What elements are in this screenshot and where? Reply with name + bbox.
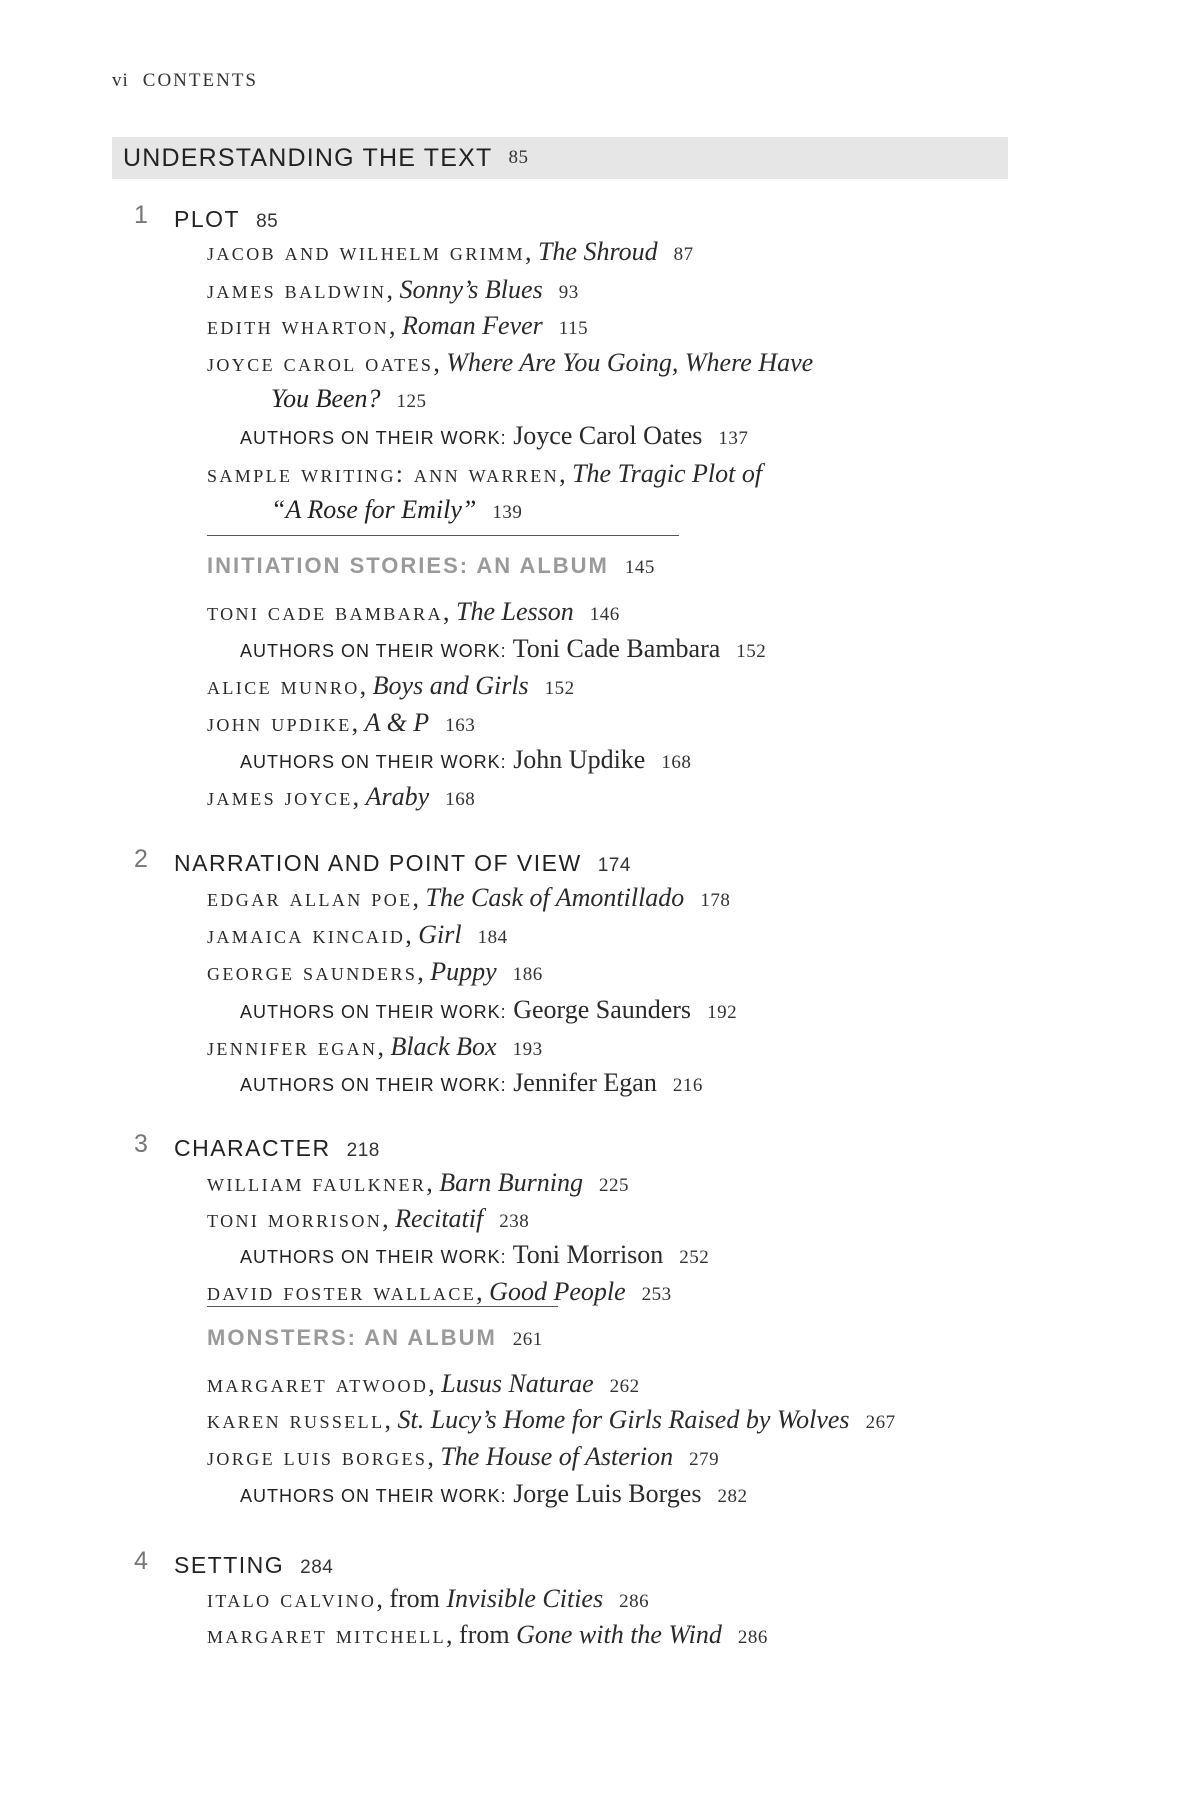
entry-title: Boys and Girls: [372, 671, 529, 700]
page-number: 146: [589, 604, 620, 625]
page-number: 137: [718, 428, 749, 449]
entry-separator: ,: [427, 1442, 441, 1471]
entry-separator: ,: [426, 1168, 440, 1197]
page-number: 152: [736, 641, 767, 662]
entry-author: jennifer egan: [207, 1034, 378, 1061]
entry-author: james baldwin: [207, 277, 387, 304]
entry-author: david foster wallace: [207, 1279, 477, 1306]
page-number: 163: [445, 715, 476, 736]
page-number: 252: [679, 1247, 710, 1268]
entry-title: The Lesson: [455, 597, 574, 626]
aotw-author-name: George Saunders: [513, 995, 692, 1024]
chapter-title: [174, 1135, 380, 1162]
entry-author: jorge luis borges: [207, 1444, 428, 1471]
page-number: 139: [492, 502, 523, 523]
aotw-author-name: Toni Morrison: [512, 1240, 664, 1269]
chapter-title: [174, 206, 278, 233]
toc-entry[interactable]: [207, 1369, 640, 1399]
toc-entry[interactable]: [207, 597, 620, 627]
entry-separator: , from: [376, 1584, 447, 1613]
toc-entry[interactable]: [207, 237, 694, 267]
entry-separator: ,: [389, 311, 403, 340]
entry-title: Roman Fever: [402, 311, 543, 340]
entry-title: The Shroud: [537, 237, 658, 266]
aotw-author-name: Jorge Luis Borges: [513, 1479, 702, 1508]
toc-entry[interactable]: [207, 459, 762, 489]
entry-title: St. Lucy’s Home for Girls Raised by Wolves: [397, 1405, 850, 1434]
toc-entry[interactable]: [207, 1168, 629, 1198]
chapter-number: 3: [134, 1130, 148, 1158]
toc-entry[interactable]: [207, 1405, 896, 1435]
album-divider: [207, 535, 679, 536]
authors-on-their-work-entry[interactable]: [240, 634, 766, 664]
toc-entry[interactable]: [207, 920, 508, 950]
aotw-label: AUTHORS ON THEIR WORK:: [240, 1075, 507, 1095]
entry-author: jacob and wilhelm grimm: [207, 239, 525, 266]
entry-title: Black Box: [390, 1032, 497, 1061]
entry-title: Gone with the Wind: [516, 1620, 722, 1649]
page-number: 253: [641, 1284, 672, 1305]
entry-author: george saunders: [207, 959, 418, 986]
page-number: 216: [672, 1075, 703, 1096]
page-number: 125: [396, 391, 427, 412]
page-number: 193: [512, 1039, 543, 1060]
aotw-label: AUTHORS ON THEIR WORK:: [240, 1486, 507, 1506]
aotw-label: AUTHORS ON THEIR WORK:: [240, 752, 507, 772]
page-number: 184: [477, 927, 508, 948]
toc-entry[interactable]: [207, 1204, 529, 1234]
entry-author: john updike: [207, 710, 352, 737]
page-number: 262: [609, 1376, 640, 1397]
album-page-number: 145: [624, 557, 655, 578]
album-title-text: MONSTERS: AN ALBUM: [207, 1325, 497, 1350]
entry-author: joyce carol oates: [207, 350, 434, 377]
entry-title-cont-text: “A Rose for Emily”: [271, 495, 477, 524]
entry-separator: ,: [352, 782, 366, 811]
entry-title: The Cask of Amontillado: [425, 883, 685, 912]
page-number: 286: [619, 1591, 650, 1612]
page-number: 152: [544, 678, 575, 699]
chapter-title: [174, 1552, 333, 1579]
entry-separator: ,: [405, 920, 419, 949]
toc-entry[interactable]: [207, 275, 579, 305]
entry-separator: ,: [524, 237, 538, 266]
page-number: 267: [865, 1412, 896, 1433]
page-number: 225: [599, 1175, 630, 1196]
entry-author: italo calvino: [207, 1586, 377, 1613]
entry-title: Puppy: [430, 957, 497, 986]
running-head-label: CONTENTS: [142, 70, 259, 91]
entry-author: edgar allan poe: [207, 885, 413, 912]
aotw-label: AUTHORS ON THEIR WORK:: [240, 641, 507, 661]
album-heading[interactable]: [207, 553, 655, 579]
entry-separator: ,: [412, 883, 426, 912]
entry-author: toni cade bambara: [207, 599, 443, 626]
page-number: 279: [689, 1449, 720, 1470]
authors-on-their-work-entry[interactable]: [240, 745, 691, 775]
authors-on-their-work-entry[interactable]: [240, 421, 748, 451]
entry-author: james joyce: [207, 784, 353, 811]
entry-title: Sonny’s Blues: [399, 275, 543, 304]
chapter-page-number: 218: [346, 1140, 380, 1161]
chapter-number: 2: [134, 845, 148, 873]
entry-author: toni morrison: [207, 1206, 383, 1233]
entry-separator: ,: [351, 708, 365, 737]
entry-title: Lusus Naturae: [441, 1369, 594, 1398]
entry-author: margaret mitchell: [207, 1622, 447, 1649]
entry-title-continuation[interactable]: [271, 384, 427, 414]
toc-entry[interactable]: [207, 348, 813, 378]
entry-author: margaret atwood: [207, 1371, 429, 1398]
chapter-page-number: 85: [256, 211, 279, 232]
authors-on-their-work-entry[interactable]: [240, 1240, 709, 1270]
entry-title: Araby: [365, 782, 430, 811]
toc-entry[interactable]: [207, 671, 575, 701]
chapter-title: [174, 850, 631, 877]
page-number: 192: [707, 1002, 738, 1023]
aotw-label: AUTHORS ON THEIR WORK:: [240, 1002, 507, 1022]
entry-separator: ,: [384, 1405, 398, 1434]
authors-on-their-work-entry[interactable]: [240, 1068, 703, 1098]
entry-title: Invisible Cities: [446, 1584, 604, 1613]
toc-entry[interactable]: [207, 782, 475, 812]
album-heading[interactable]: [207, 1325, 543, 1351]
entry-title: The House of Asterion: [440, 1442, 674, 1471]
entry-title: Where Are You Going, Where Have: [446, 348, 814, 377]
authors-on-their-work-entry[interactable]: [240, 1479, 747, 1509]
entry-separator: ,: [359, 671, 373, 700]
toc-entry[interactable]: [207, 883, 730, 913]
entry-title: Recitatif: [395, 1204, 484, 1233]
authors-on-their-work-entry[interactable]: [240, 995, 737, 1025]
aotw-author-name: John Updike: [513, 745, 646, 774]
page-number: 186: [512, 964, 543, 985]
entry-author: william faulkner: [207, 1170, 427, 1197]
page-number: 282: [717, 1486, 748, 1507]
toc-entry[interactable]: [207, 708, 475, 738]
aotw-label: AUTHORS ON THEIR WORK:: [240, 428, 507, 448]
album-title-text: INITIATION STORIES: AN ALBUM: [207, 553, 609, 578]
entry-separator: ,: [442, 597, 456, 626]
entry-separator: ,: [386, 275, 400, 304]
entry-title-cont-text: You Been?: [271, 384, 381, 413]
entry-separator: ,: [476, 1277, 490, 1306]
chapter-title-text: CHARACTER: [174, 1135, 331, 1161]
entry-title: Barn Burning: [439, 1168, 584, 1197]
chapter-title-text: NARRATION AND POINT OF VIEW: [174, 850, 582, 876]
chapter-title-text: SETTING: [174, 1552, 285, 1578]
toc-entry[interactable]: [207, 311, 588, 341]
toc-entry[interactable]: [207, 1277, 672, 1307]
album-divider: [207, 1306, 558, 1307]
entry-separator: ,: [433, 348, 447, 377]
page-number: 168: [661, 752, 692, 773]
page-number: 115: [558, 318, 589, 339]
entry-title-continuation[interactable]: [271, 495, 522, 525]
entry-separator: ,: [428, 1369, 442, 1398]
entry-author: karen russell: [207, 1407, 385, 1434]
entry-title: The Tragic Plot of: [572, 459, 763, 488]
entry-title: Good People: [489, 1277, 626, 1306]
aotw-label: AUTHORS ON THEIR WORK:: [240, 1247, 507, 1267]
aotw-author-name: Joyce Carol Oates: [513, 421, 703, 450]
part-page-number: 85: [508, 147, 529, 168]
page-number: 168: [445, 789, 476, 810]
toc-entry[interactable]: [207, 957, 543, 987]
page-number: 286: [737, 1627, 768, 1648]
album-page-number: 261: [512, 1329, 543, 1350]
part-title: UNDERSTANDING THE TEXT: [123, 143, 493, 172]
page-number: 178: [700, 890, 731, 911]
entry-separator: ,: [559, 459, 573, 488]
entry-separator: ,: [382, 1204, 396, 1233]
entry-author: edith wharton: [207, 313, 390, 340]
page-number: 87: [673, 244, 694, 265]
entry-title: A & P: [364, 708, 430, 737]
page-number: 93: [558, 282, 579, 303]
entry-author: alice munro: [207, 673, 360, 700]
toc-entry[interactable]: [207, 1584, 649, 1614]
chapter-number: 1: [134, 201, 148, 229]
entry-separator: , from: [446, 1620, 517, 1649]
chapter-page-number: 174: [597, 855, 631, 876]
chapter-title-text: PLOT: [174, 206, 241, 232]
page-number: 238: [499, 1211, 530, 1232]
toc-entry[interactable]: [207, 1620, 768, 1650]
chapter-page-number: 284: [300, 1557, 334, 1578]
entry-title: Girl: [418, 920, 462, 949]
toc-entry[interactable]: [207, 1032, 543, 1062]
toc-entry[interactable]: [207, 1442, 719, 1472]
entry-separator: ,: [377, 1032, 391, 1061]
entry-separator: ,: [417, 957, 431, 986]
aotw-author-name: Toni Cade Bambara: [512, 634, 721, 663]
aotw-author-name: Jennifer Egan: [513, 1068, 657, 1097]
page-folio: vi: [112, 70, 129, 91]
entry-author: sample writing: ann warren: [207, 461, 560, 488]
chapter-number: 4: [134, 1547, 148, 1575]
entry-author: jamaica kincaid: [207, 922, 406, 949]
